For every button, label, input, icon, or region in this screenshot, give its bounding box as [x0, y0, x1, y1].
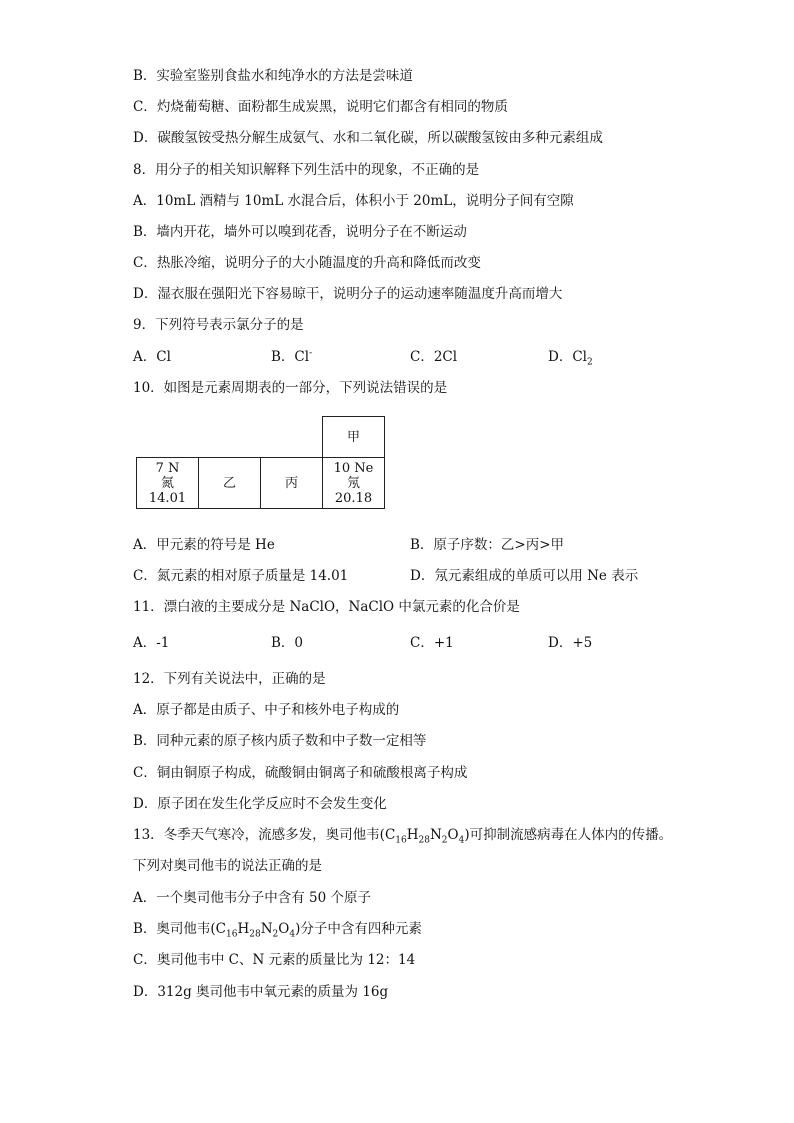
q10-option-c: C．氮元素的相对原子质量是 14.01: [133, 568, 349, 584]
q11-option-b: B．0: [271, 635, 304, 651]
q11-option-d: D．+5: [548, 635, 593, 651]
q11-stem: 11．漂白液的主要成分是 NaClO，NaClO 中氯元素的化合价是: [133, 599, 520, 615]
q10-option-d: D．氖元素组成的单质可以用 Ne 表示: [410, 568, 639, 584]
q9-option-c: C．2Cl: [410, 349, 458, 365]
table-cell-jia: 甲: [323, 417, 385, 458]
q8-option-c: C．热胀冷缩，说明分子的大小随温度的升高和降低而改变: [133, 255, 481, 271]
q13-stem-continued: 下列对奥司他韦的说法正确的是: [133, 858, 322, 874]
q12-option-b: B．同种元素的原子核内质子数和中子数一定相等: [133, 733, 427, 749]
table-cell-neon: [323, 458, 385, 509]
nitrogen-number-symbol: 7 N: [155, 460, 180, 476]
table-cell-yi: 乙: [199, 458, 261, 509]
neon-name: 氖: [346, 475, 360, 491]
q10-option-b: B．原子序数：乙>丙>甲: [410, 537, 565, 553]
table-cell-empty: [199, 417, 261, 458]
q7-option-c: C．灼烧葡萄糖、面粉都生成炭黑，说明它们都含有相同的物质: [133, 99, 508, 115]
q12-stem: 12．下列有关说法中，正确的是: [133, 671, 326, 687]
q12-option-c: C．铜由铜原子构成，硫酸铜由铜离子和硫酸根离子构成: [133, 765, 468, 781]
nitrogen-mass: 14.01: [148, 490, 187, 506]
neon-mass: 20.18: [334, 490, 373, 506]
table-cell-bing: 丙: [261, 458, 323, 509]
q9-option-a: A．Cl: [133, 349, 171, 365]
q9-option-b: B．Cl-: [271, 348, 313, 365]
q13-stem: 13．冬季天气寒冷，流感多发，奥司他韦$(C_{16}H_{28}N_2O_4)$可抑制流感病毒在人体内的传播。: [133, 827, 673, 846]
q13-option-d: D．312g 奥司他韦中氧元素的质量为 16g: [133, 984, 389, 1000]
q8-option-d: D．湿衣服在强阳光下容易晾干，说明分子的运动速率随温度升高而增大: [133, 286, 563, 302]
q13-option-a: A．一个奥司他韦分子中含有 50 个原子: [133, 890, 372, 906]
q11-option-c: C．+1: [410, 635, 454, 651]
q13-option-b: B．奥司他韦$(C_{16}H_{28}N_2O_4)$分子中含有四种元素: [133, 921, 422, 940]
table-cell-nitrogen: [137, 458, 199, 509]
table-cell-empty: [137, 417, 199, 458]
q10-option-a: A．甲元素的符号是 He: [133, 537, 275, 553]
q8-option-b: B．墙内开花，墙外可以嗅到花香，说明分子在不断运动: [133, 224, 467, 240]
q7-option-b: B．实验室鉴别食盐水和纯净水的方法是尝味道: [133, 68, 413, 84]
q13-option-c: C．奥司他韦中 C、N 元素的质量比为 12：14: [133, 952, 416, 968]
periodic-table-fragment: [136, 416, 385, 509]
q11-option-a: A．-1: [133, 635, 170, 651]
q12-option-a: A．原子都是由质子、中子和核外电子构成的: [133, 702, 400, 718]
q12-option-d: D．原子团在发生化学反应时不会发生变化: [133, 796, 387, 812]
q8-stem: 8．用分子的相关知识解释下列生活中的现象，不正确的是: [133, 162, 480, 178]
neon-number-symbol: 10 Ne: [333, 460, 374, 476]
nitrogen-name: 氮: [160, 475, 174, 491]
q7-option-d: D．碳酸氢铵受热分解生成氨气、水和二氧化碳，所以碳酸氢铵由多种元素组成: [133, 130, 603, 146]
q9-stem: 9．下列符号表示氯分子的是: [133, 317, 304, 333]
q8-option-a: A．10mL 酒精与 10mL 水混合后，体积小于 20mL，说明分子间有空隙: [133, 193, 574, 209]
q10-stem: 10．如图是元素周期表的一部分，下列说法错误的是: [133, 380, 448, 396]
q9-option-d: D．$Cl_2$: [548, 349, 593, 368]
table-cell-empty: [261, 417, 323, 458]
